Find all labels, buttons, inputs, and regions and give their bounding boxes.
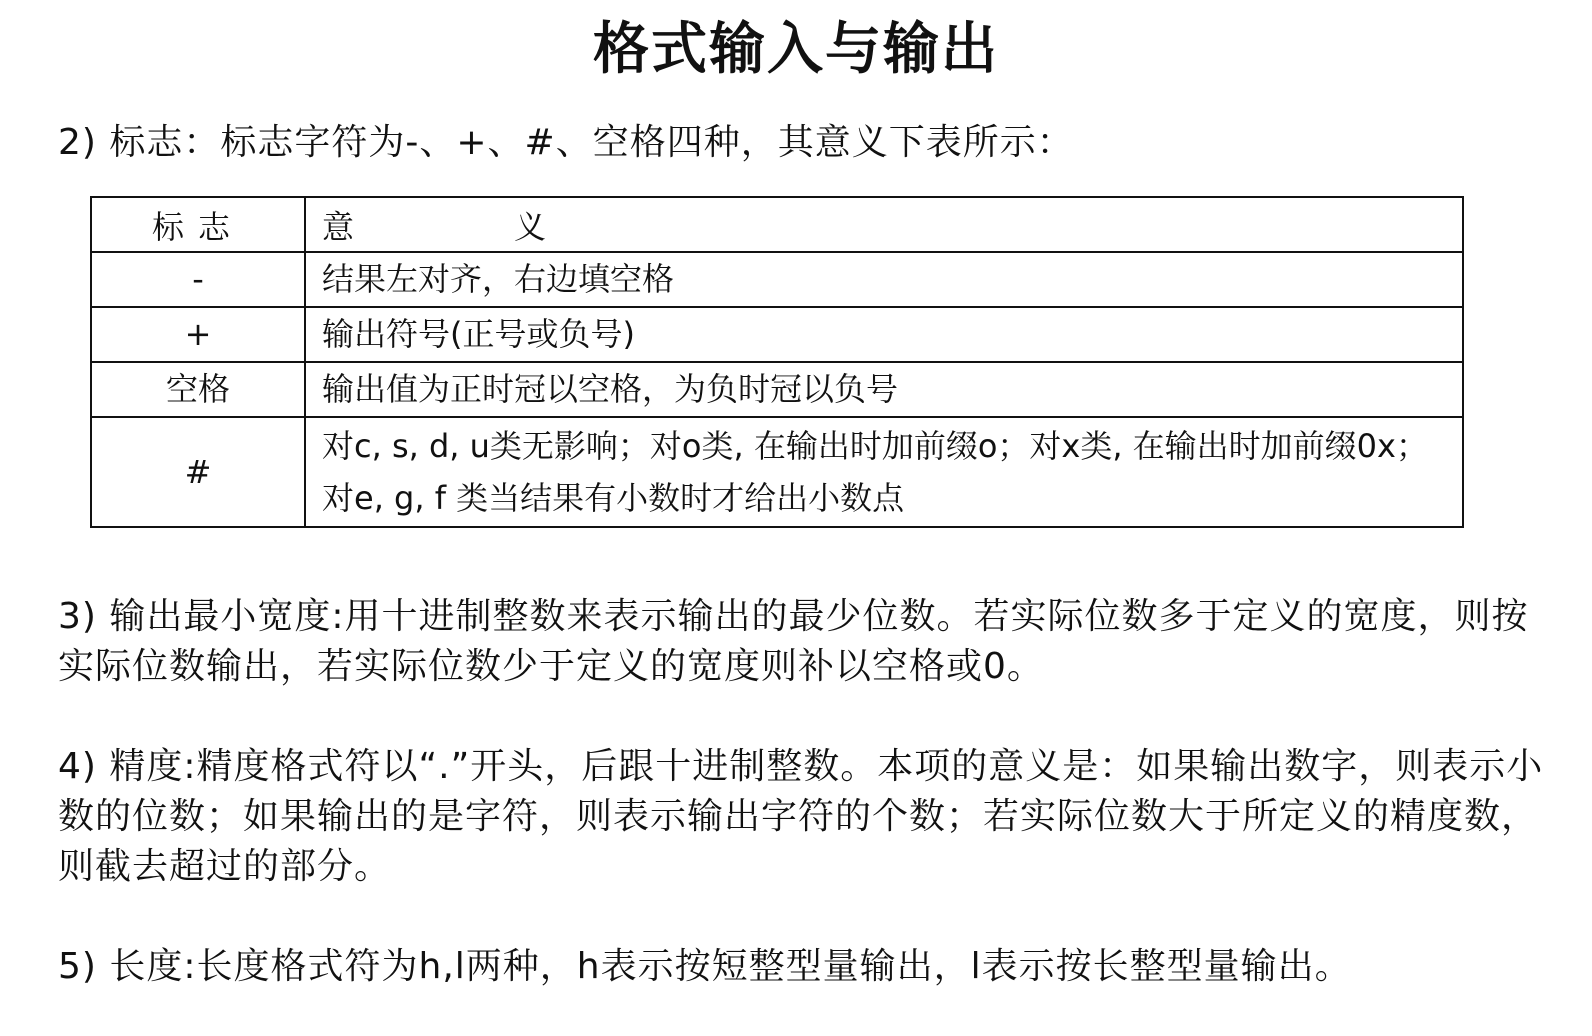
flags-table: [90, 196, 1464, 528]
flag-cell: -: [91, 252, 305, 307]
length-paragraph: 5) 长度:长度格式符为h,l两种，h表示按短整型量输出，l表示按长整型量输出。: [58, 946, 1352, 987]
flag-cell: #: [91, 417, 305, 527]
table-row: [91, 362, 1463, 417]
min-width-paragraph: 3) 输出最小宽度:用十进制整数来表示输出的最少位数。若实际位数多于定义的宽度，则按实际位数输出，若实际位数少于定义的宽度则补以空格或0。: [58, 596, 1529, 687]
table-row: [91, 417, 1463, 527]
page-title: 格式输入与输出: [593, 17, 999, 82]
header-meaning-part-1: 意: [322, 207, 355, 246]
meaning-cell: 结果左对齐，右边填空格: [305, 252, 1463, 307]
header-meaning: [305, 197, 1463, 252]
meaning-cell: 输出值为正时冠以空格，为负时冠以负号: [305, 362, 1463, 417]
meaning-cell: 对c, s, d, u类无影响；对o类, 在输出时加前缀o；对x类, 在输出时加前缀0x；对e, g, f 类当结果有小数时才给出小数点: [305, 417, 1463, 527]
header-meaning-part-2: 义: [514, 207, 547, 246]
precision-paragraph: 4) 精度:精度格式符以“.”开头，后跟十进制整数。本项的意义是：如果输出数字，则表示小数的位数；如果输出的是字符，则表示输出字符的个数；若实际位数大于所定义的精度数，则截去超过的部分。: [58, 746, 1544, 887]
flag-cell: 空格: [91, 362, 305, 417]
table-header-row: [91, 197, 1463, 252]
table-row: [91, 307, 1463, 362]
table-row: [91, 252, 1463, 307]
meaning-cell: 输出符号(正号或负号): [305, 307, 1463, 362]
flags-intro: 2) 标志：标志字符为-、+、#、空格四种，其意义下表所示：: [58, 122, 1074, 163]
flag-cell: +: [91, 307, 305, 362]
header-flag: 标志: [91, 197, 305, 252]
